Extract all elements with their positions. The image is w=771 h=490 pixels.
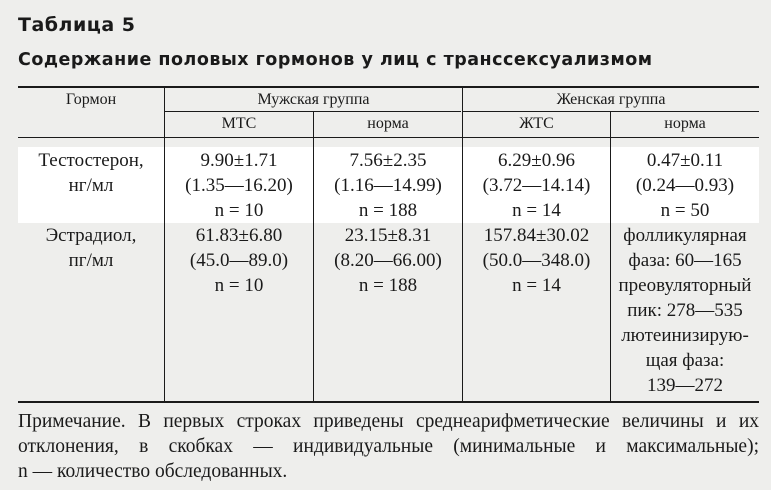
- range-value: (1.35—16.20): [185, 175, 293, 196]
- hormone-unit: нг/мл: [68, 175, 114, 196]
- sample-size: n = 188: [358, 200, 418, 221]
- phase-line: щая фаза:: [645, 350, 725, 371]
- note-line: n — количество обследованных.: [18, 461, 288, 482]
- row-testosterone-label: [18, 148, 164, 198]
- phase-line: преовуляторный: [618, 275, 752, 296]
- header-hormone: Гормон: [65, 91, 117, 108]
- hormone-name: Эстрадиол,: [45, 225, 137, 246]
- mean-value: 61.83±6.80: [195, 225, 283, 246]
- sample-size: n = 10: [214, 275, 264, 296]
- phase-line: пик: 278—535: [627, 300, 743, 321]
- range-value: (0.24—0.93): [635, 175, 735, 196]
- header-male-group: Мужская группа: [257, 91, 370, 108]
- row-testosterone-female-norm: [611, 148, 759, 223]
- range-value: (1.16—14.99): [334, 175, 442, 196]
- mean-value: 0.47±0.11: [646, 150, 724, 171]
- header-female-norm: норма: [664, 115, 706, 132]
- range-value: (3.72—14.14): [482, 175, 591, 196]
- header-zhts: ЖТС: [519, 115, 554, 132]
- table-title: Таблица 5: [18, 14, 136, 36]
- row-testosterone-male-norm: [314, 148, 462, 223]
- sample-size: n = 50: [660, 200, 710, 221]
- note-line: отклонения, в скобках — индивидуальные (минимальные и максимальные);: [18, 436, 759, 457]
- row-testosterone-mts: [165, 148, 313, 223]
- table-caption: Содержание половых гормонов у лиц с транссексуализмом: [18, 50, 653, 70]
- sample-size: n = 10: [214, 200, 264, 221]
- row-estradiol-label: [18, 223, 164, 273]
- range-value: (45.0—89.0): [189, 250, 289, 271]
- range-value: (50.0—348.0): [482, 250, 591, 271]
- rule-bottom: [18, 401, 759, 403]
- mean-value: 6.29±0.96: [498, 150, 575, 171]
- mean-value: 9.90±1.71: [200, 150, 278, 171]
- sample-size: n = 14: [512, 200, 561, 221]
- mean-value: 157.84±30.02: [483, 225, 590, 246]
- row-estradiol-female-norm: [611, 223, 759, 398]
- rule-top: [18, 86, 759, 88]
- rule-header-bottom: [18, 137, 759, 138]
- row-estradiol-mts: [165, 223, 313, 298]
- mean-value: 7.56±2.35: [349, 150, 427, 171]
- row-testosterone-zhts: [463, 148, 610, 223]
- phase-line: фолликулярная: [623, 225, 747, 246]
- sample-size: n = 14: [512, 275, 561, 296]
- hormone-unit: пг/мл: [68, 250, 114, 271]
- range-value: (8.20—66.00): [334, 250, 442, 271]
- header-female-group: Женская группа: [556, 91, 666, 108]
- header-mts: МТС: [221, 115, 257, 132]
- sample-size: n = 188: [358, 275, 418, 296]
- row-estradiol-male-norm: [314, 223, 462, 298]
- header-male-norm: норма: [367, 115, 409, 132]
- mean-value: 23.15±8.31: [344, 225, 432, 246]
- note-line: Примечание. В первых строках приведены среднеарифметические величины и их: [18, 411, 759, 432]
- table-note: [18, 409, 759, 484]
- phase-line: 139—272: [647, 375, 723, 396]
- row-estradiol-zhts: [463, 223, 610, 298]
- phase-line: фаза: 60—165: [628, 250, 742, 271]
- phase-line: лютеинизирую-: [621, 325, 749, 346]
- hormone-name: Тестостерон,: [38, 150, 144, 171]
